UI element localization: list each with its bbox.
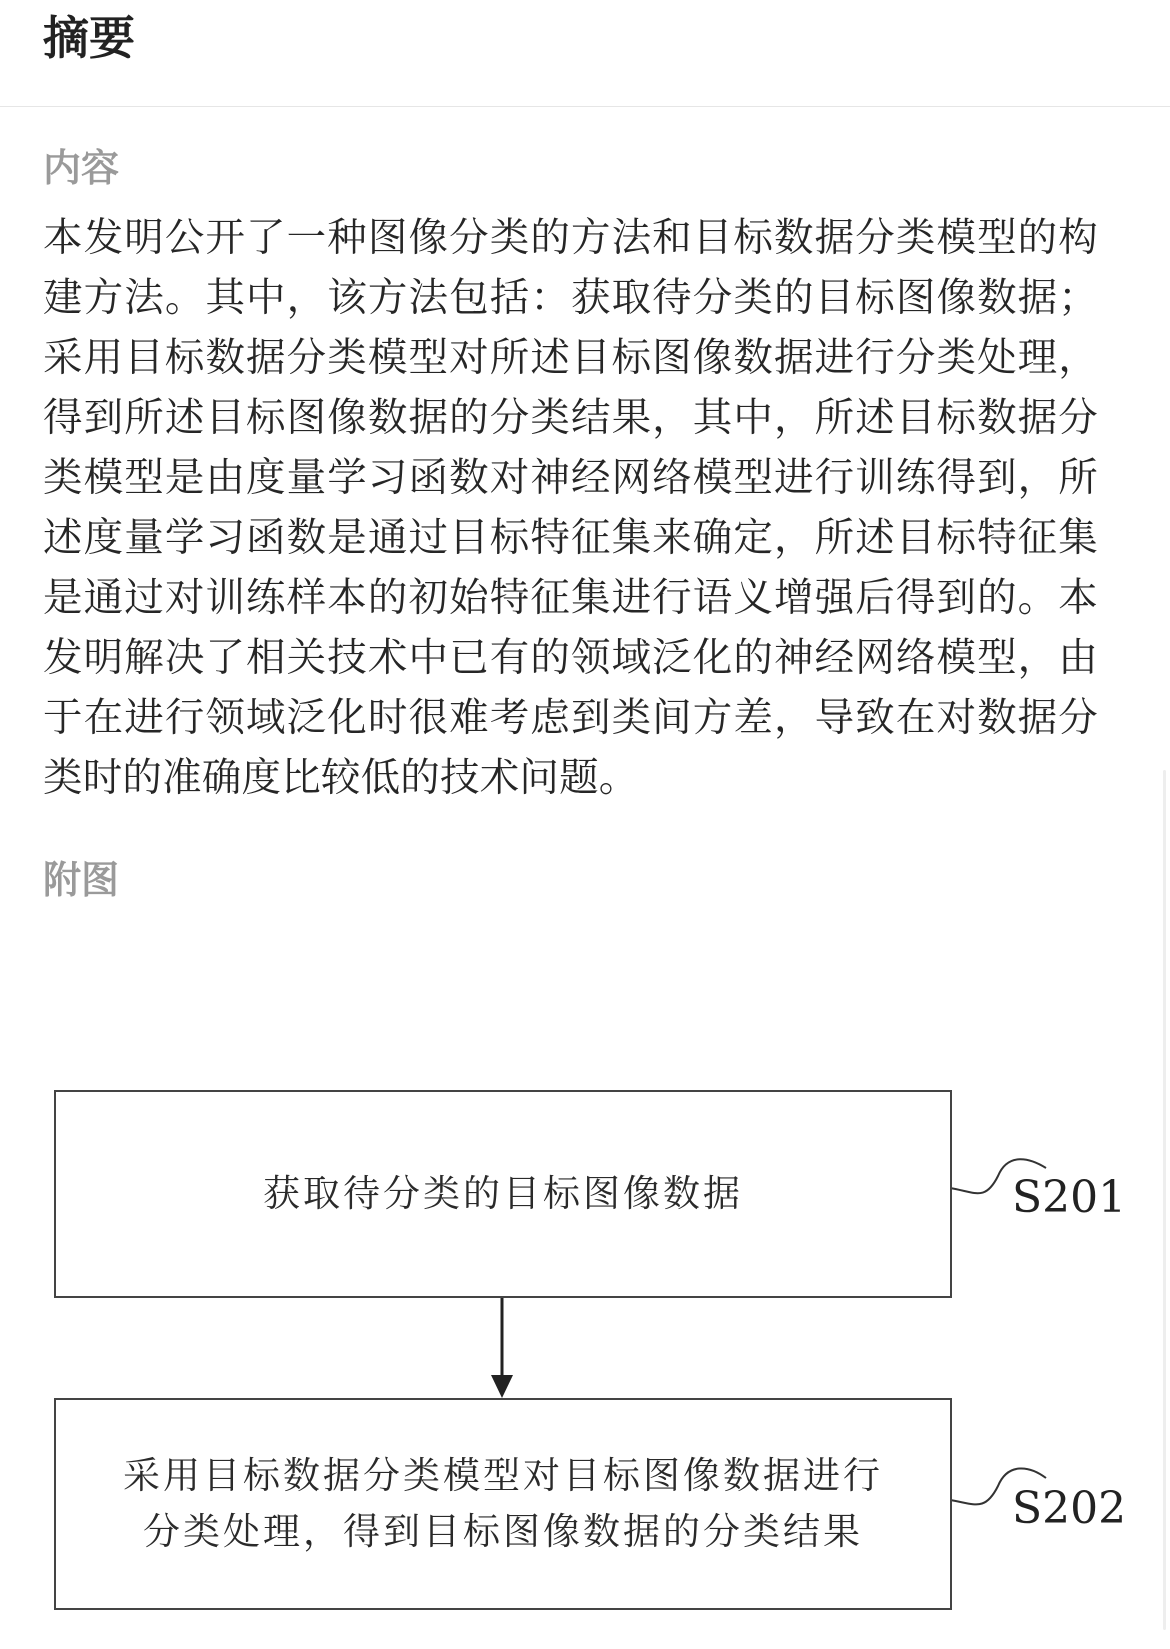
flow-step-box-s202 [54, 1398, 952, 1610]
step-1-label: S201 [1012, 1172, 1127, 1223]
figure-section-label: 附图 [43, 858, 120, 902]
flow-arrow-head [491, 1375, 513, 1398]
step-2-text-line-1: 采用目标数据分类模型对目标图像数据进行 [123, 1454, 883, 1497]
step-2-label: S202 [1012, 1483, 1127, 1534]
page-header [0, 0, 1170, 107]
step-1-text-line-1: 获取待分类的目标图像数据 [263, 1172, 743, 1215]
abstract-text: 本发明公开了一种图像分类的方法和目标数据分类模型的构建方法。其中，该方法包括：获取待分类的目标图像数据；采用目标数据分类模型对所述目标图像数据进行分类处理，得到所述目标图像数据的分类结果，其中，所述目标数据分类模型是由度量学习函数对神经网络模型进行训练得到，所述度量学习函数是通过目标特征集来确定，所述目标特征集是通过对训练样本的初始特征集进行语义增强后得到的。本发明解决了相关技术中已有的领域泛化的神经网络模型，由于在进行领域泛化时很难考虑到类间方差，导致在对数据分类时的准确度比较低的技术问题。 [43, 215, 1098, 801]
page-title: 摘要 [43, 11, 135, 65]
flow-step-box-s201 [54, 1090, 952, 1298]
step-2-text-line-2: 分类处理，得到目标图像数据的分类结果 [143, 1510, 863, 1553]
content-section-label: 内容 [43, 146, 120, 190]
flowchart-figure [0, 1080, 1170, 1649]
